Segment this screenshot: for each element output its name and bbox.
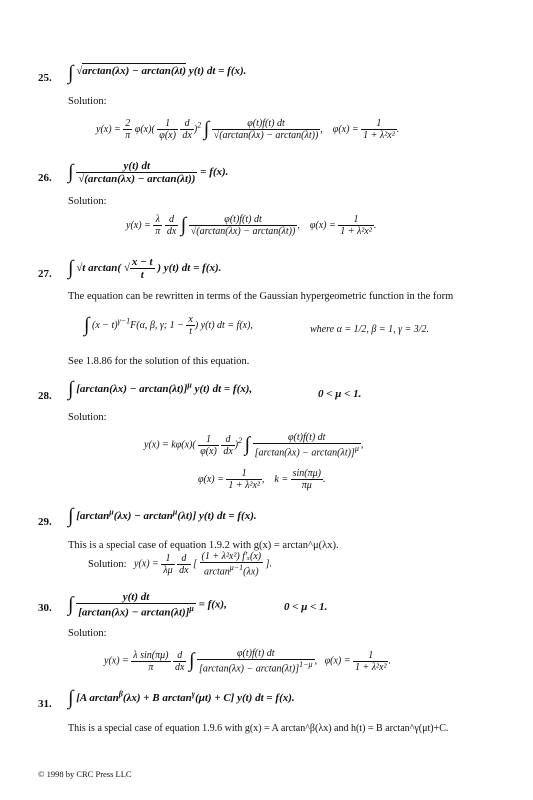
solution-formula: y(x) = $\frac{\lambda}{\pi}$ $\frac{d}{dx}$ ∫ $\frac{\varphi(t)f(t) dt}{√(\arctan(\lambda x) - \arctan(\lambda t))}$ , φ(x) = $\frac{1}{\text{1 + λ²x²}}$ .: [126, 214, 377, 237]
entry-number: 28.: [38, 390, 52, 402]
equation: ∫ $[\arctan^\mu(\lambda x) - \arctan^\mu(\lambda t)]$ y(t) dt = f(x).: [68, 505, 257, 527]
solution-label: Solution:: [68, 628, 107, 639]
equation: ∫ $[\arctan(\lambda x) - \arctan(\lambda t)]^\mu$ y(t) dt = f(x),: [68, 378, 253, 400]
equation: ∫ [A $\arctan^\beta(\lambda x) + B$ $\arctan^\gamma(\mu t) + C$] y(t) dt = f(x).: [68, 687, 295, 709]
solution-label: Solution:: [68, 412, 107, 423]
entry-number: 26.: [38, 172, 52, 184]
equation: ∫ $\frac{y(t) dt}{[\arctan(\lambda x) - \arctan(\lambda t)]^\mu}$ = f(x),: [68, 591, 227, 619]
integral-sign: ∫: [68, 62, 74, 84]
paragraph: This is a special case of equation 1.9.6 with g(x) = A arctan^β(λx) and h(t) = B arctan^γ(μt)+C.: [68, 723, 449, 734]
where-clause: where α = 1/2, β = 1, γ = 3/2.: [310, 324, 430, 335]
condition: 0 < μ < 1.: [284, 601, 328, 613]
equation: ∫ √t arctan( √ $\frac{x - t}{t}$ ) y(t) dt = f(x).: [68, 256, 222, 281]
condition: 0 < μ < 1.: [318, 388, 362, 400]
formula: ∫ $(x - t)^{\gamma-1}F(\alpha$, β, γ; 1 − $\frac{x}{t}$ ) y(t) dt = f(x),: [84, 314, 253, 337]
see-reference: See 1.8.86 for the solution of this equation.: [68, 356, 250, 367]
solution-label: Solution:: [68, 96, 107, 107]
entry-number: 27.: [38, 268, 52, 280]
solution-formula: y(x) = kφ(x)( $\frac{1}{\varphi(x)}$ $\frac{d}{dx}$ )$^2$ ∫ $\frac{\varphi(t)f(t) dt}{[\arctan(\lambda x) - \arctan(\lambda t)]^\mu}$ ,: [144, 432, 364, 459]
entry-number: 31.: [38, 698, 52, 710]
paragraph: The equation can be rewritten in terms of the Gaussian hypergeometric function in the form: [68, 291, 454, 302]
copyright-footer: © 1998 by CRC Press LLC: [38, 769, 132, 779]
equation: ∫ √arctan(λx) − arctan(λt) y(t) dt = f(x).: [68, 62, 247, 84]
solution-parameters: φ(x) = $\frac{1}{\text{1 + λ²x²}}$ , k = $\frac{\sin(\pi\mu)}{\pi\mu}$ .: [198, 468, 326, 491]
solution-formula: y(x) = $\frac{\text{λ sin(πμ)}}{\pi}$ $\frac{d}{dx}$ ∫ $\frac{\varphi(t)f(t) dt}{[\arctan(\lambda x) - \arctan(\lambda t)]^{1-\mu}}$ , φ(x) = $\frac{1}{\text{1 + λ²x²}}$ .: [104, 648, 391, 675]
entry-number: 29.: [38, 516, 52, 528]
solution-formula: y(x) = $\frac{1}{\lambda\mu}$ $\frac{d}{dx}$ [ $\frac{\text{(1 + λ²x²) f′ₓ(x)}}{\arctan^{\mu-1}(\lambda x)}$ ].: [134, 551, 273, 578]
solution-label: Solution:: [68, 196, 107, 207]
paragraph: This is a special case of equation 1.9.2 with g(x) = arctan^μ(λx).: [68, 540, 339, 551]
equation: ∫ $\frac{y(t) dt}{√(\arctan(\lambda x) - \arctan(\lambda t))}$ = f(x).: [68, 160, 229, 185]
entry-number: 25.: [38, 72, 52, 84]
solution-formula: y(x) = $\frac{2}{\pi}$ φ(x)( $\frac{1}{\varphi(x)}$ $\frac{d}{dx}$ )$^2$ ∫ $\frac{\varphi(t)f(t) dt}{√(\arctan(\lambda x) - \arctan(\lambda t))}$ , φ(x) = $\frac{1}{\text{1 + λ²x²}}$ .: [96, 118, 400, 141]
entry-number: 30.: [38, 602, 52, 614]
solution-label: Solution:: [88, 559, 127, 570]
